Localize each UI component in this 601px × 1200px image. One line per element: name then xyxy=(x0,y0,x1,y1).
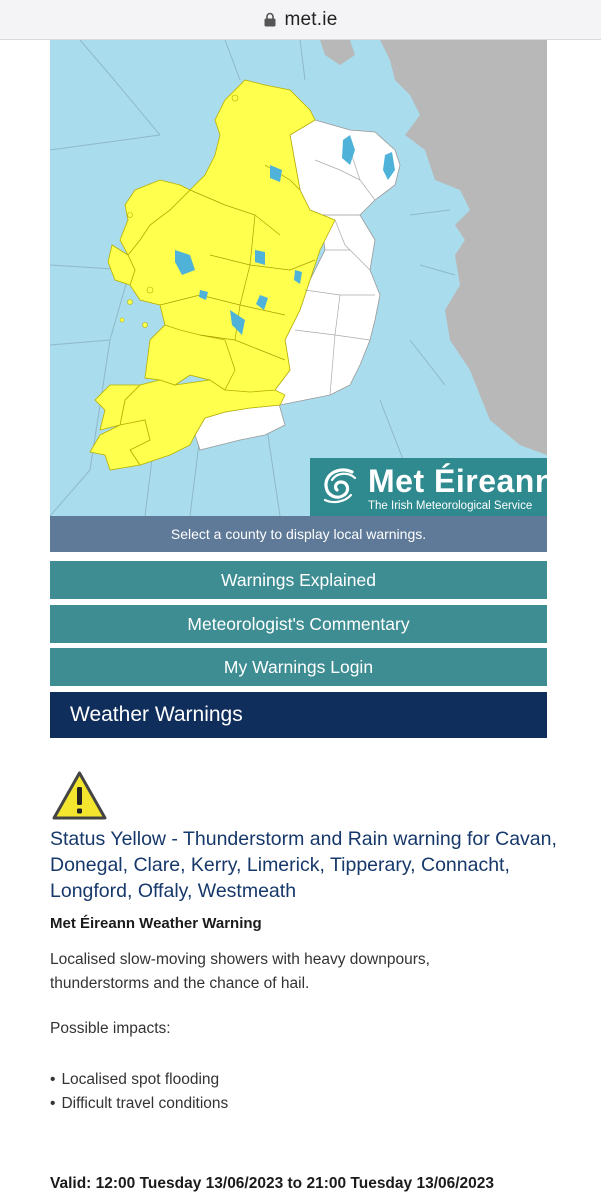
browser-url-bar[interactable] xyxy=(0,0,601,40)
warning-subtitle: Met Éireann Weather Warning xyxy=(50,915,262,932)
url-text: met.ie xyxy=(284,8,338,30)
brand-name: Met Éireann xyxy=(368,463,555,499)
warning-title: Status Yellow - Thunderstorm and Rain warning for Cavan, Donegal, Clare, Kerry, Limerick, Tipperary, Connacht, Longford, Offaly, Westmeath xyxy=(50,828,557,902)
brand-tagline: The Irish Meteorological Service xyxy=(368,500,533,512)
warning-validity: Valid: 12:00 Tuesday 13/06/2023 to 21:00 Tuesday 13/06/2023 xyxy=(50,1175,495,1192)
list-item: • Localised spot flooding xyxy=(50,1068,228,1092)
impacts-label: Possible impacts: xyxy=(50,1020,171,1037)
warning-triangle-icon xyxy=(51,770,108,822)
impacts-list xyxy=(50,1068,228,1116)
warnings-explained-button[interactable]: Warnings Explained xyxy=(50,561,547,599)
met-eireann-swirl-icon xyxy=(319,464,361,506)
my-warnings-login-button[interactable]: My Warnings Login xyxy=(50,648,547,686)
list-item: • Difficult travel conditions xyxy=(50,1092,228,1116)
meteorologists-commentary-button[interactable]: Meteorologist's Commentary xyxy=(50,605,547,643)
warning-description: Localised slow-moving showers with heavy downpours, thunderstorms and the chance of hail. xyxy=(50,951,430,992)
lock-icon xyxy=(264,12,276,27)
met-eireann-logo xyxy=(310,458,555,516)
warnings-map[interactable] xyxy=(50,40,547,516)
weather-warnings-heading: Weather Warnings xyxy=(50,692,547,738)
select-county-hint: Select a county to display local warnings. xyxy=(50,516,547,552)
